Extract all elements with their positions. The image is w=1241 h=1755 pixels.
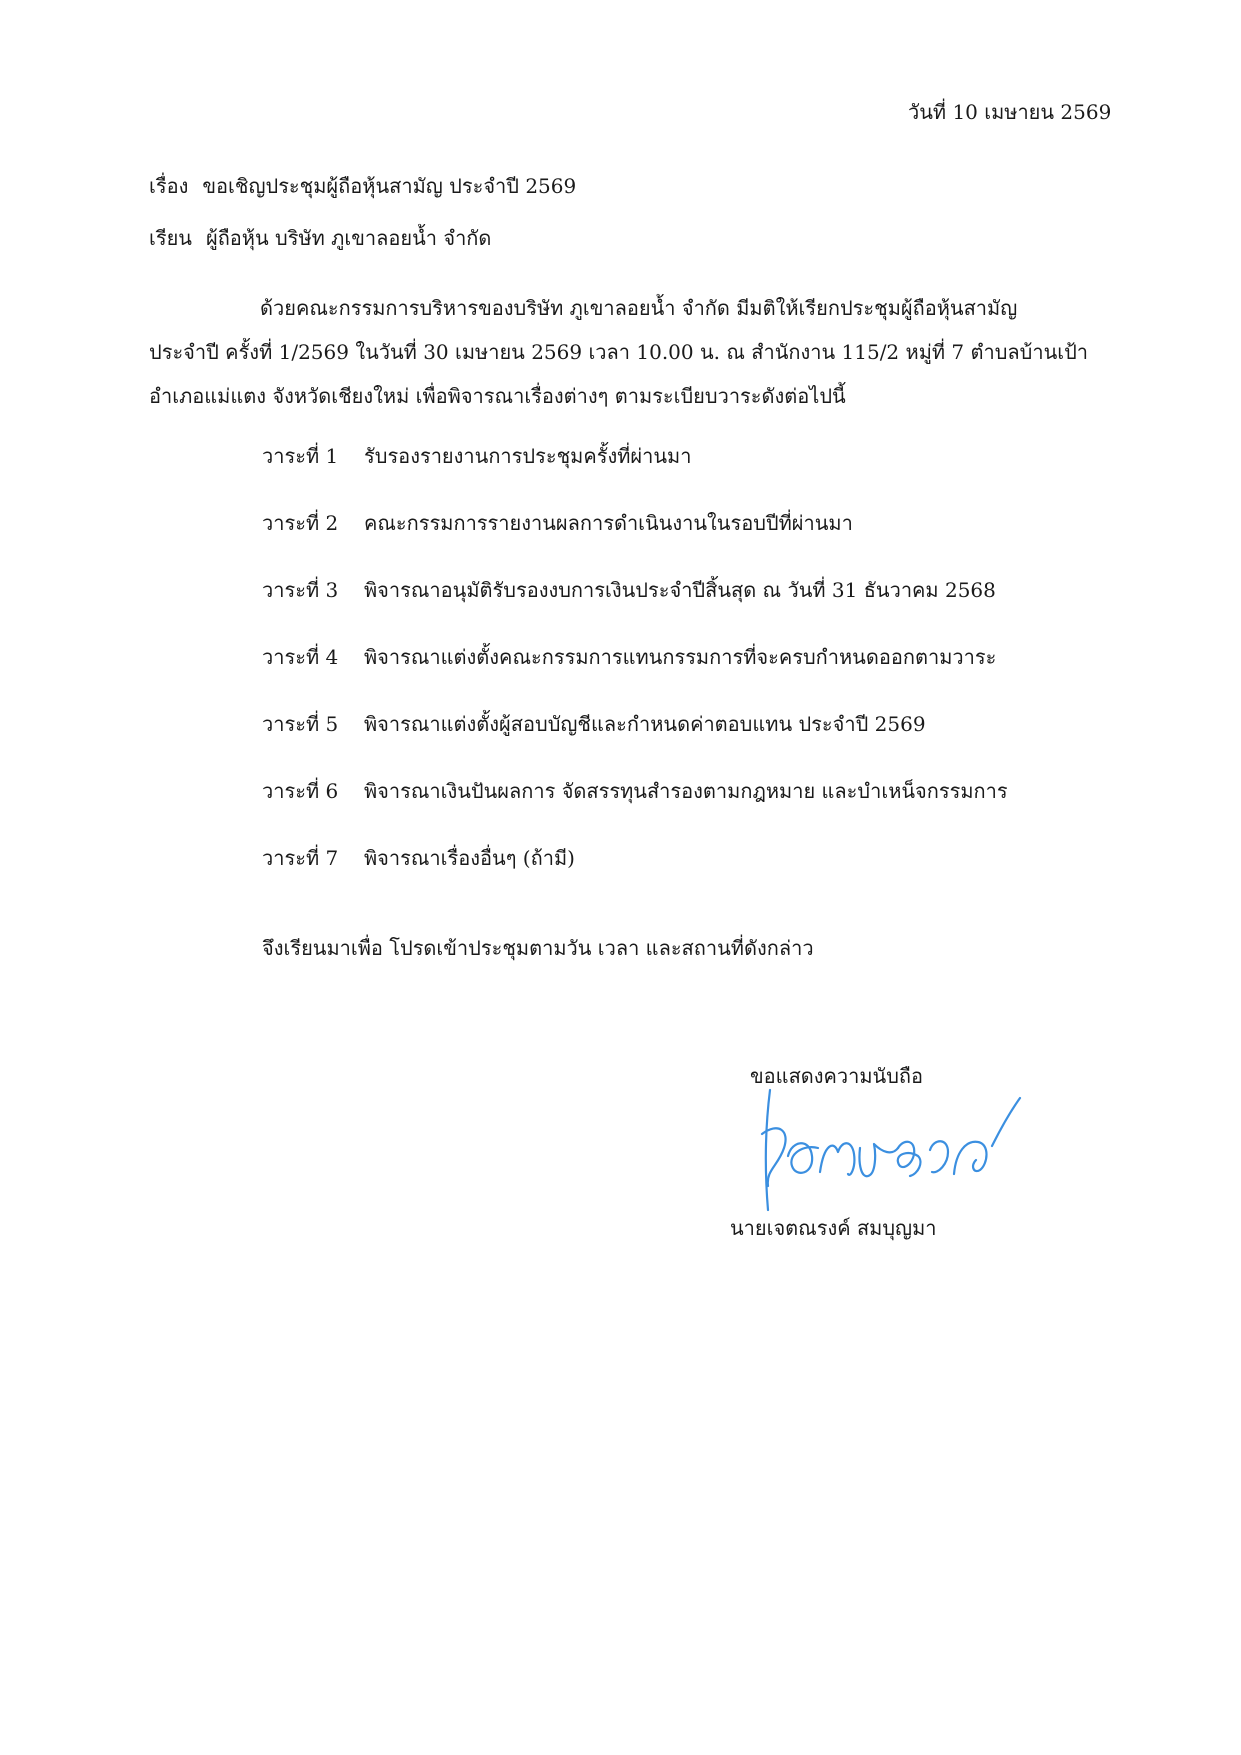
- closing-sentence: จึงเรียนมาเพื่อ โปรดเข้าประชุมตามวัน เวลา และสถานที่ดังกล่าว: [262, 936, 814, 960]
- agenda-text: พิจารณาแต่งตั้งคณะกรรมการแทนกรรมการที่จะครบกำหนดออกตามวาระ: [364, 645, 997, 669]
- agenda-item: [262, 710, 1008, 777]
- agenda-text: พิจารณาเงินปันผลการ จัดสรรทุนสำรองตามกฎหมาย และบำเหน็จกรรมการ: [364, 779, 1008, 803]
- body-line-2: ประจำปี ครั้งที่ 1/2569 ในวันที่ 30 เมษายน 2569 เวลา 10.00 น. ณ สำนักงาน 115/2 หมู่ที่ 7 ตำบลบ้านเป้า: [149, 340, 1089, 364]
- subject-label: เรื่อง: [149, 174, 189, 198]
- agenda-number: วาระที่ 7: [262, 846, 339, 870]
- agenda-text: คณะกรรมการรายงานผลการดำเนินงานในรอบปีที่ผ่านมา: [364, 511, 853, 535]
- recipient-line: [149, 224, 491, 252]
- agenda-number: วาระที่ 2: [262, 511, 339, 535]
- agenda-text: พิจารณาแต่งตั้งผู้สอบบัญชีและกำหนดค่าตอบแทน ประจำปี 2569: [364, 712, 926, 736]
- agenda-number: วาระที่ 5: [262, 712, 339, 736]
- agenda-item: [262, 643, 1008, 710]
- agenda-item: [262, 442, 1008, 509]
- agenda-item: [262, 844, 1008, 911]
- agenda-number: วาระที่ 1: [262, 444, 339, 468]
- agenda-item: [262, 576, 1008, 643]
- agenda-list: [262, 442, 1008, 911]
- body-line-1: ด้วยคณะกรรมการบริหารของบริษัท ภูเขาลอยน้ำ จำกัด มีมติให้เรียกประชุมผู้ถือหุ้นสามัญ: [260, 296, 1018, 320]
- subject-line: [149, 172, 576, 200]
- agenda-number: วาระที่ 6: [262, 779, 339, 803]
- signature-image: [748, 1082, 1028, 1222]
- body-line-3: อำเภอแม่แตง จังหวัดเชียงใหม่ เพื่อพิจารณาเรื่องต่างๆ ตามระเบียบวาระดังต่อไปนี้: [149, 384, 846, 408]
- recipient-label: เรียน: [149, 226, 192, 250]
- subject-text: ขอเชิญประชุมผู้ถือหุ้นสามัญ ประจำปี 2569: [202, 174, 577, 198]
- agenda-item: [262, 509, 1008, 576]
- agenda-number: วาระที่ 4: [262, 645, 339, 669]
- regards-text: ขอแสดงความนับถือ: [750, 1064, 924, 1088]
- letter-date: วันที่ 10 เมษายน 2569: [908, 100, 1112, 124]
- agenda-item: [262, 777, 1008, 844]
- agenda-text: พิจารณาเรื่องอื่นๆ (ถ้ามี): [364, 846, 575, 870]
- agenda-text: พิจารณาอนุมัติรับรองงบการเงินประจำปีสิ้นสุด ณ วันที่ 31 ธันวาคม 2568: [364, 578, 996, 602]
- recipient-text: ผู้ถือหุ้น บริษัท ภูเขาลอยน้ำ จำกัด: [205, 226, 492, 250]
- signer-name: นายเจตณรงค์ สมบุญมา: [730, 1216, 937, 1240]
- agenda-text: รับรองรายงานการประชุมครั้งที่ผ่านมา: [364, 444, 692, 468]
- agenda-number: วาระที่ 3: [262, 578, 339, 602]
